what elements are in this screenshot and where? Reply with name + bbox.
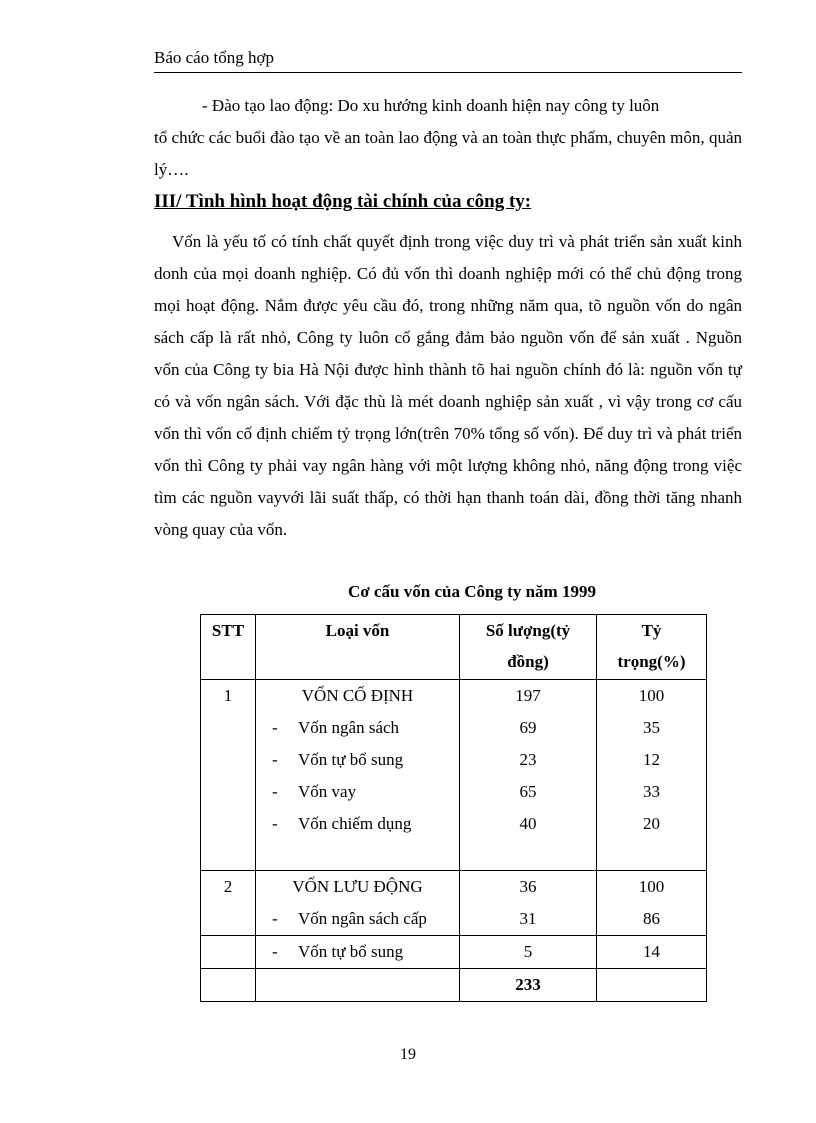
- paragraph-training-first-line: - Đào tạo lao động: Do xu hướng kinh doanh hiện nay công ty luôn: [202, 96, 660, 115]
- header-stt: STT: [201, 615, 256, 680]
- group1-percents: 100 35 12 33 20: [597, 680, 707, 871]
- list-item: - Vốn ngân sách: [272, 718, 400, 737]
- table-total-row: [201, 969, 707, 1002]
- group1-name: VỐN CỐ ĐỊNH: [301, 686, 414, 705]
- table-row: - Vốn tự bổ sung 5 14: [201, 936, 707, 969]
- section-title: III/ Tình hình hoạt động tài chính của công ty:: [154, 191, 532, 212]
- list-item: - Vốn ngân sách cấp: [272, 909, 427, 928]
- header-so-luong: Số lượng(tỷ đồng): [460, 615, 597, 680]
- table-row-group-2: [201, 871, 707, 936]
- page-number: 19: [400, 1046, 416, 1063]
- paragraph-capital: Vốn là yếu tố có tính chất quyết định trong việc duy trì và phát triển sản xuất kinh donh của mọi doanh nghiệp. Có đủ vốn thì doanh nghiệp mới có thể chủ động trong mọi hoạt động. Nắm được yêu cầu đó, trong những năm qua, tõ nguồn vốn do ngân sách cấp là rất nhỏ, Công ty luôn cố gắng đảm bảo nguồn vốn để sản xuất . Nguồn vốn của Công ty bia Hà Nội được hình thành tõ hai nguồn chính đó là: nguồn vốn tự có và vốn ngân sách. Với đặc thù là mét doanh nghiệp sản xuất , vì vậy trong cơ cấu vốn thì vốn cố định chiếm tỷ trọng lớn(trên 70% tổng số vốn). Để duy trì và phát triển vốn thì Công ty phải vay ngân hàng với một lượng không nhỏ, năng động trong việc tìm các nguồn vayvới lãi suất thấp, có thời hạn thanh toán dài, đồng thời tăng nhanh vòng quay của vốn.: [154, 232, 742, 539]
- group2-percents: 100 86: [597, 871, 707, 936]
- total-amount: 233: [460, 969, 597, 1002]
- list-item: - Vốn chiếm dụng: [272, 814, 412, 833]
- table-title: Cơ cấu vốn của Công ty năm 1999: [348, 582, 596, 601]
- group1-stt: 1: [201, 680, 256, 871]
- group1-amounts: 197 69 23 65 40: [460, 680, 597, 871]
- header-ty-trong: Tỷ trọng(%): [597, 615, 707, 680]
- paragraph-training: [154, 90, 742, 186]
- group2-names: [256, 871, 460, 936]
- page-header: Báo cáo tổng hợp: [154, 48, 742, 73]
- group1-names: [256, 680, 460, 871]
- paragraph-training-rest: tổ chức các buổi đào tạo về an toàn lao động và an toàn thực phẩm, chuyên môn, quản lý….: [154, 128, 742, 179]
- capital-structure-table: [200, 614, 707, 1002]
- list-item: - Vốn vay: [272, 782, 357, 801]
- group2-amounts: 36 31: [460, 871, 597, 936]
- group2-name: VỐN LƯU ĐỘNG: [292, 877, 423, 896]
- header-loai-von: Loại vốn: [256, 615, 460, 680]
- table-row-group-1: [201, 680, 707, 871]
- group2-stt: 2: [201, 871, 256, 936]
- table-header-row: [201, 615, 707, 680]
- list-item: - Vốn tự bổ sung: [272, 750, 404, 769]
